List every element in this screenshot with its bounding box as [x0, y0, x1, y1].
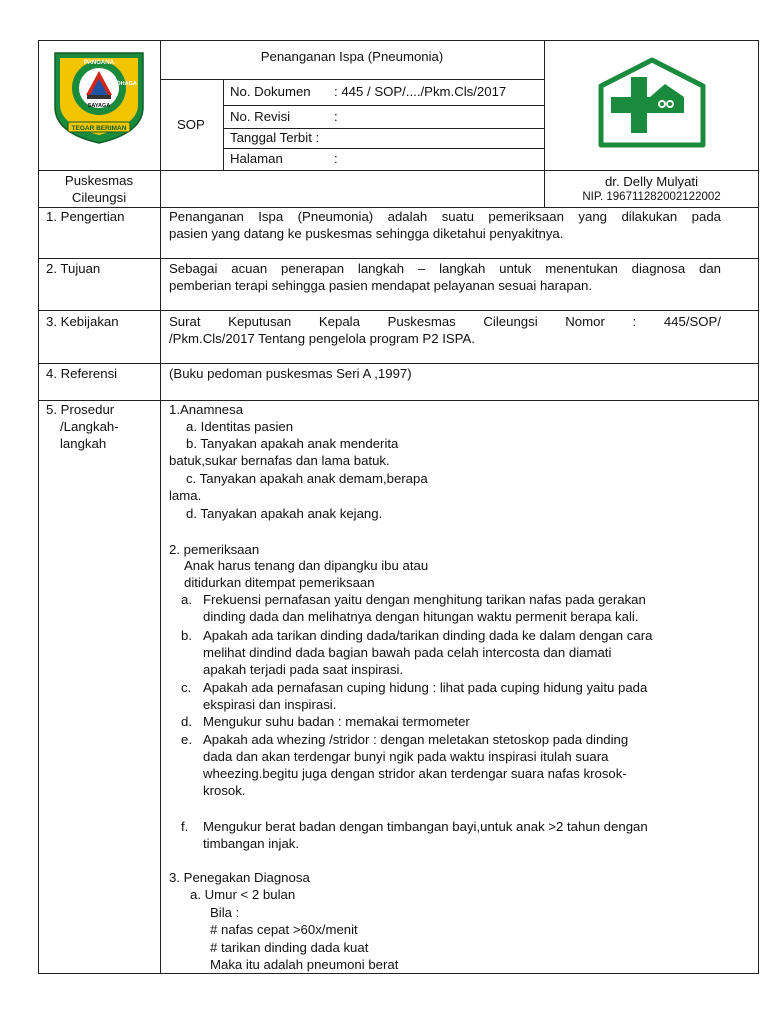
paragraph-line: Surat Keputusan Kepala Puskesmas Cileungsi Nomor : 445/SOP/	[169, 314, 721, 329]
diagnosa-criterion-1: # nafas cepat >60x/menit	[210, 922, 358, 937]
diagnosa-bila: Bila :	[210, 905, 240, 920]
pemeriksaan-intro: Anak harus tenang dan dipangku ibu atau	[184, 558, 429, 573]
field-divider-3	[223, 148, 544, 149]
item-marker: c.	[181, 680, 192, 695]
signer-nip: NIP. 196711282002122002	[582, 191, 721, 203]
tujuan-text	[169, 260, 721, 294]
label-column-divider	[160, 40, 161, 974]
paragraph-line: /Pkm.Cls/2017 Tentang pengelola program P2 ISPA.	[169, 331, 475, 346]
item-line: krosok.	[203, 783, 246, 798]
pengertian-text	[169, 208, 721, 242]
item-line: Mengukur suhu badan : memakai termometer	[203, 714, 470, 729]
emblem-center-text: SAYAGA	[87, 103, 111, 109]
item-marker: d.	[181, 714, 192, 729]
field-value: :	[315, 130, 320, 145]
section-label-referensi: 4. Referensi	[46, 366, 118, 381]
anamnesa-item-b-cont: batuk,sukar bernafas dan lama batuk.	[169, 453, 390, 468]
section-label-kebijakan: 3. Kebijakan	[46, 314, 119, 329]
item-line: wheezing.begitu juga dengan stridor akan terdengar suara nafas krosok-	[203, 766, 627, 781]
item-line: Frekuensi pernafasan yaitu dengan menghitung tarikan nafas pada gerakan	[203, 592, 646, 607]
diagnosa-criterion-2: # tarikan dinding dada kuat	[210, 940, 369, 955]
item-line: Apakah ada whezing /stridor : dengan meletakan stetoskop pada dinding	[203, 732, 629, 747]
field-label: Tanggal Terbit	[230, 130, 312, 145]
pemeriksaan-intro-cont: ditidurkan ditempat pemeriksaan	[184, 575, 375, 590]
table-top-border	[38, 40, 759, 41]
item-line: Mengukur berat badan dengan timbangan bayi,untuk anak >2 tahun dengan	[203, 819, 648, 834]
item-line: ekspirasi dan inspirasi.	[203, 697, 337, 712]
section-label-pengertian: 1. Pengertian	[46, 209, 125, 224]
referensi-text: (Buku pedoman puskesmas Seri A ,1997)	[169, 366, 412, 381]
sop-label: SOP	[177, 117, 205, 132]
paragraph-line: pemberian terapi sehingga pasien mendapat pelayanan sesuai harapan.	[169, 278, 593, 293]
prosedur-label-line: 5. Prosedur	[46, 402, 115, 417]
header-title-divider	[160, 79, 544, 80]
field-value: :	[334, 109, 338, 124]
kebijakan-text	[169, 313, 721, 347]
paragraph-line: Penanganan Ispa (Pneumonia) adalah suatu pemeriksaan yang dilakukan pada	[169, 209, 721, 224]
signer-cell	[544, 173, 759, 190]
row-divider-1	[38, 258, 759, 259]
signer-nip-cell	[544, 189, 759, 206]
sop-column-divider	[223, 79, 224, 171]
section-label-tujuan: 2. Tujuan	[46, 261, 101, 276]
item-marker: b.	[181, 628, 192, 643]
org-name-cell	[38, 172, 160, 206]
pemeriksaan-heading: 2. pemeriksaan	[169, 542, 260, 557]
item-marker: f.	[181, 819, 189, 834]
field-tanggal-terbit	[230, 129, 319, 146]
org-name-line1: Puskesmas	[64, 173, 134, 188]
signer-name: dr. Delly Mulyati	[604, 174, 699, 189]
row-divider-4	[38, 400, 759, 401]
section-label-prosedur	[46, 401, 119, 452]
row-divider-2	[38, 310, 759, 311]
item-line: Apakah ada pernafasan cuping hidung : lihat pada cuping hidung yaitu pada	[203, 680, 648, 695]
puskesmas-logo	[598, 57, 706, 150]
field-no-dokumen	[230, 83, 506, 100]
diagnosa-conclusion: Maka itu adalah pneumoni berat	[210, 957, 399, 972]
anamnesa-item-a: a. Identitas pasien	[186, 419, 294, 434]
row-divider-3	[38, 363, 759, 364]
document-title-cell	[160, 48, 544, 65]
item-marker: a.	[181, 592, 192, 607]
prosedur-label-line: /Langkah-	[60, 419, 119, 434]
item-line: melihat dindind dada bagian bawah pada celah intercosta dan diamati	[203, 645, 612, 660]
table-bottom-border	[38, 973, 759, 974]
anamnesa-heading: 1.Anamnesa	[169, 402, 244, 417]
field-label: Halaman	[230, 151, 283, 166]
header-bottom-divider	[38, 170, 759, 171]
field-halaman	[230, 150, 338, 167]
item-line: dada dan akan terdengar bunyi ngik pada waktu inspirasi itulah suara	[203, 749, 609, 764]
anamnesa-item-d: d. Tanyakan apakah anak kejang.	[186, 506, 383, 521]
emblem-motto-text: TEGAR BERIMAN	[71, 125, 127, 132]
diagnosa-heading: 3. Penegakan Diagnosa	[169, 870, 310, 885]
diagnosa-item-a: a. Umur < 2 bulan	[190, 887, 296, 902]
anamnesa-item-b: b. Tanyakan apakah anak menderita	[186, 436, 399, 451]
regency-emblem-logo	[52, 49, 146, 145]
prosedur-label-line: langkah	[60, 436, 107, 451]
field-label: No. Dokumen	[230, 84, 311, 99]
paragraph-line: Sebagai acuan penerapan langkah – langkah untuk menentukan diagnosa dan	[169, 261, 721, 276]
emblem-right-text: TOHAGA	[113, 81, 137, 87]
org-name-line2: Cileungsi	[71, 190, 127, 205]
field-no-revisi	[230, 108, 338, 125]
item-line: timbangan injak.	[203, 836, 300, 851]
paragraph-line: pasien yang datang ke puskesmas sehingga diketahui penyakitnya.	[169, 226, 564, 241]
item-line: apakah terjadi pada saat inspirasi.	[203, 662, 404, 677]
field-value: :	[334, 151, 338, 166]
anamnesa-item-c-cont: lama.	[169, 488, 202, 503]
anamnesa-item-c: c. Tanyakan apakah anak demam,berapa	[186, 471, 428, 486]
field-value: : 445 / SOP/..../Pkm.Cls/2017	[334, 84, 507, 99]
item-line: dinding dada dan melihatnya dengan hitungan waktu permenit berapa kali.	[203, 609, 639, 624]
item-marker: e.	[181, 732, 192, 747]
item-line: Apakah ada tarikan dinding dada/tarikan dinding dada ke dalam dengan cara	[203, 628, 653, 643]
field-divider-1	[223, 105, 544, 106]
emblem-top-text: PANGANA	[84, 60, 114, 66]
document-title: Penanganan Ispa (Pneumonia)	[260, 49, 444, 64]
field-label: No. Revisi	[230, 109, 291, 124]
